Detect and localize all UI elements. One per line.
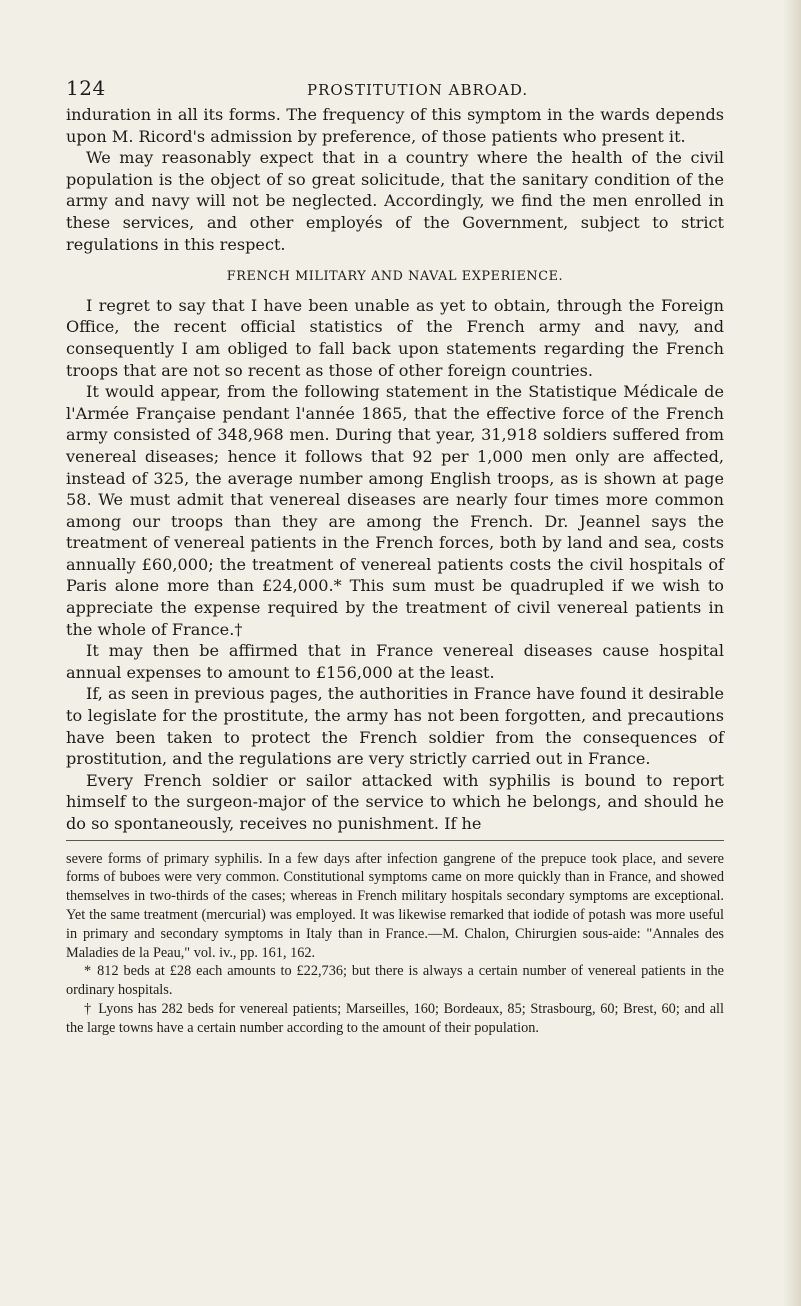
footnote-rule	[66, 840, 724, 841]
page-number: 124	[66, 76, 106, 100]
page-edge-shadow	[783, 0, 801, 1306]
footnote	[66, 1000, 724, 1038]
page-header	[66, 68, 724, 104]
paragraph: I regret to say that I have been unable as yet to obtain, through the Foreign Office, the recent official statistics of the French army and navy, and consequently I am obliged to fall back upon statements regarding the French troops that are not so recent as those of other foreign countries.	[66, 295, 724, 380]
footnote-text: 812 beds at £28 each amounts to £22,736; but there is always a certain number of venereal patients in the ordinary hospitals.	[66, 963, 724, 999]
footnote-text: Lyons has 282 beds for venereal patients; Marseilles, 160; Bordeaux, 85; Strasbourg, 60; Brest, 60; and all the large towns have a certain number according to the amount of their population.	[66, 1000, 724, 1036]
footnote-marker: *	[84, 963, 92, 980]
footnote-marker: †	[84, 1000, 93, 1017]
main-text	[66, 104, 724, 835]
section-heading: FRENCH MILITARY AND NAVAL EXPERIENCE.	[226, 269, 564, 285]
paragraph: Every French soldier or sailor attacked with syphilis is bound to report himself to the surgeon-major of the service to which he belongs, and should he do so spontaneously, receives no punishment. If he	[66, 770, 724, 833]
paragraph-continued: induration in all its forms. The frequency of this symptom in the wards depends upon M. Ricord's admission by preference, of those patients who present it.	[66, 105, 724, 146]
paragraph: If, as seen in previous pages, the authorities in France have found it desirable to legislate for the prostitute, the army has not been forgotten, and precautions have been taken to protect the French soldier from the consequences of prostitution, and the regulations are very strictly carried out in France.	[66, 684, 724, 769]
footnote	[66, 962, 724, 1000]
running-head: PROSTITUTION ABROAD.	[307, 81, 529, 99]
paragraph: It would appear, from the following statement in the Statistique Médicale de l'Armée Française pendant l'année 1865, that the effective force of the French army consisted of 348,968 men. During that year, 31,918 soldiers suffered from venereal diseases; hence it follows that 92 per 1,000 men only are affected, instead of 325, the average number among English troops, as is shown at page 58. We must admit that venereal diseases are nearly four times more common among our troops than they are among the French. Dr. Jeannel says the treatment of venereal patients in the French forces, both by land and sea, costs annually £60,000; the treatment of venereal patients costs the civil hospitals of Paris alone more than £24,000.* This sum must be quadrupled if we wish to appreciate the expense required by the treatment of civil venereal patients in the whole of France.†	[66, 382, 724, 639]
book-page	[66, 68, 724, 1038]
paragraph: We may reasonably expect that in a country where the health of the civil population is the object of so great solicitude, that the sanitary condition of the army and navy will not be neglected. Accordingly, we find the men enrolled in these services, and other employés of the Government, subject to strict regulations in this respect.	[66, 148, 724, 254]
paragraph: It may then be affirmed that in France venereal diseases cause hospital annual expenses to amount to £156,000 at the least.	[66, 641, 724, 682]
footnote-continued: severe forms of primary syphilis. In a few days after infection gangrene of the prepuce took place, and severe forms of buboes were very common. Constitutional symptoms came on more quickly than in France, and showed themselves in two-thirds of the cases; whereas in French military hospitals secondary symptoms are exceptional. Yet the same treatment (mercurial) was employed. It was likewise remarked that iodide of potash was more useful in primary and secondary symptoms in Italy than in France.—M. Chalon, Chirurgien sous-aide: "Annales des Maladies de la Peau," vol. iv., pp. 161, 162.	[66, 850, 724, 961]
footnotes	[66, 850, 724, 1038]
